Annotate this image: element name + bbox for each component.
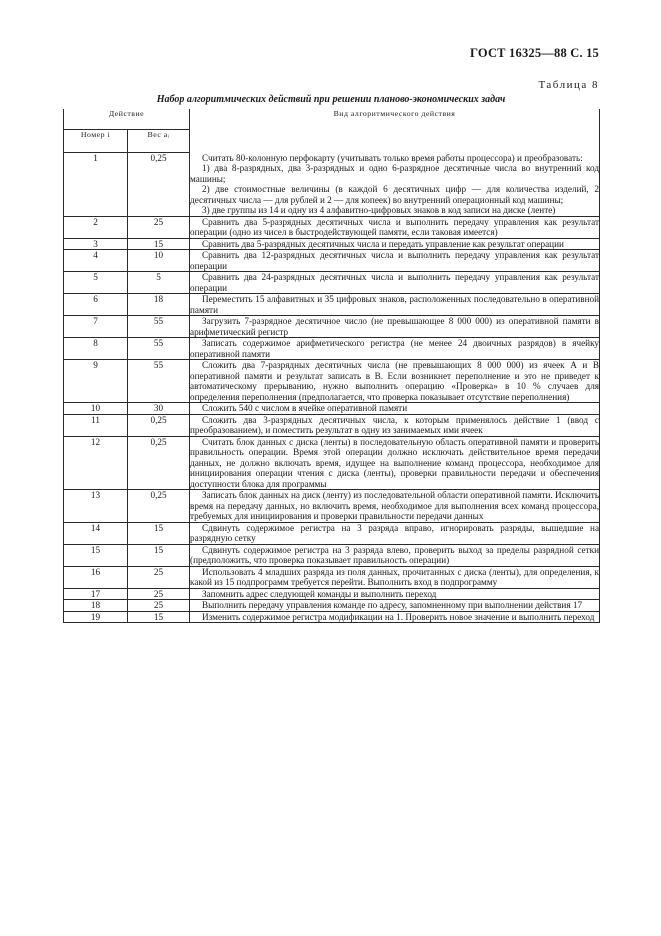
row-number: 5 [64, 272, 128, 294]
table-row [64, 436, 600, 490]
row-number: 12 [64, 436, 128, 490]
table-label: Таблица 8 [538, 79, 599, 91]
row-description: Сравнить два 5-разрядных десятичных числа и выполнить передачу управления как результат операции (одно из чисел в быстродействующей памяти, если таковая имеется) [190, 216, 600, 237]
row-number: 4 [64, 250, 128, 272]
row-description: Переместить 15 алфавитных и 35 цифровых знаков, расположенных последовательно в оперативной памяти [190, 294, 600, 315]
row-weight: 15 [128, 611, 190, 623]
row-weight: 55 [128, 338, 190, 360]
table-row [64, 544, 600, 566]
row-weight: 18 [128, 294, 190, 316]
row-weight: 5 [128, 272, 190, 294]
table-row [64, 611, 600, 623]
row-number: 2 [64, 216, 128, 238]
row-description: Сложить 540 с числом в ячейке оперативной памяти [190, 403, 600, 415]
row-number: 18 [64, 600, 128, 612]
table-row [64, 566, 600, 588]
row-weight: 25 [128, 588, 190, 600]
row-number: 1 [64, 153, 128, 217]
row-weight: 30 [128, 403, 190, 415]
table-row [64, 316, 600, 338]
row-number: 11 [64, 414, 128, 436]
row-description: Запомнить адрес следующей команды и выполнить переход [190, 588, 600, 600]
row-weight: 25 [128, 600, 190, 612]
row-weight: 0,25 [128, 490, 190, 523]
row-number: 19 [64, 611, 128, 623]
row-number: 6 [64, 294, 128, 316]
table-row [64, 360, 600, 403]
row-number: 8 [64, 338, 128, 360]
row-description: Выполнить передачу управления команде по адресу, запомненному при выполнении действия 17 [190, 600, 600, 612]
row-weight: 25 [128, 566, 190, 588]
table-row [64, 272, 600, 294]
row-weight: 0,25 [128, 153, 190, 217]
row-weight: 55 [128, 316, 190, 338]
table-row [64, 250, 600, 272]
row-number: 10 [64, 403, 128, 415]
row-description: Записать блок данных на диск (ленту) из последовательной области оперативной памяти. Исключить время на передачу данных, но включить время, необходимое для выполнения всех команд процессора, требуемых для инициирования и проверки правильности передачи данных [190, 490, 600, 521]
row-weight: 10 [128, 250, 190, 272]
row-number: 9 [64, 360, 128, 403]
row-weight: 15 [128, 544, 190, 566]
row-description: Сложить два 3-разрядных десятичных числа, к которым применялось действие 1 (ввод с преобразованием), и поместить результат в одну из занимаемых ими ячеек [190, 414, 600, 435]
column-header-number: Номер i [64, 130, 128, 153]
table-row [64, 294, 600, 316]
row-description: Использовать 4 младших разряда из поля данных, прочитанных с диска (ленты), для определения, к какой из 15 подпрограмм требуется перейти. Выполнить вход в подпрограмму [190, 566, 600, 587]
row-description: Изменить содержимое регистра модификации на 1. Проверить новое значение и выполнить переход [190, 611, 600, 623]
row-number: 16 [64, 566, 128, 588]
table-row [64, 522, 600, 544]
row-description: Загрузить 7-разрядное десятичное число (не превышающее 8 000 000) из оперативной памяти в арифметический регистр [190, 316, 600, 337]
table-row [64, 490, 600, 523]
row-description: Сложить два 7-разрядных десятичных числа (не превышающих 8 000 000) из ячеек А и В оперативной памяти и результат записать в В. Если возникнет переполнение и это не приведет к автоматическому прерыванию, нужно выполнить операцию «Проверка» в 10 % случаев для определения переполнения (предполагается, что проверка показывает отсутствие переполнения) [190, 360, 600, 402]
row-weight: 0,25 [128, 414, 190, 436]
row-weight: 15 [128, 522, 190, 544]
table-title: Набор алгоритмических действий при решении планово-экономических задач [156, 94, 506, 105]
row-description: Считать блок данных с диска (ленты) в последовательную область оперативной памяти и проверить правильность операции. Время этой операции должно исключать действительное время передачи данных, не должно включать время, идущее на выполнение команд процессора, необходимое для инициирования операции чтения с диска (ленты), проверки правильности передачи и обеспечения доступности блока для программы [190, 436, 600, 489]
row-number: 7 [64, 316, 128, 338]
column-header-weight: Вес aᵢ [128, 130, 190, 153]
table-row [64, 403, 600, 415]
table-row [64, 153, 600, 217]
table-row [64, 216, 600, 238]
row-number: 13 [64, 490, 128, 523]
table-row [64, 414, 600, 436]
table-row [64, 238, 600, 250]
row-weight: 15 [128, 238, 190, 250]
row-description: Записать содержимое арифметического регистра (не менее 24 двоичных разрядов) в ячейку оперативной памяти [190, 338, 600, 359]
row-number: 3 [64, 238, 128, 250]
row-number: 14 [64, 522, 128, 544]
column-header-action: Действие [64, 109, 190, 130]
row-number: 17 [64, 588, 128, 600]
row-weight: 25 [128, 216, 190, 238]
row-description: Сравнить два 5-разрядных десятичных числа и передать управление как результат операции [190, 238, 600, 250]
row-description: Сдвинуть содержимое регистра на 3 разряда вправо, игнорировать разряды, вышедшие на разрядную сетку [190, 522, 600, 543]
row-description: Сравнить два 12-разрядных десятичных числа и выполнить передачу управления как результат операции [190, 250, 600, 271]
actions-table [63, 109, 600, 623]
row-description: Считать 80-колонную перфокарту (учитывать только время работы процессора) и преобразовать: 1) два 8-разрядных, два 3-разрядных и одно 6-разрядное десятичные числа во внутренний код машины; 2) две стоимостные величины (в каждой 6 десятичных цифр — для количества изделий, 2 десятичных числа — для рублей и 2 — для копеек) во внутренний операционный код машины; 3) две группы из 14 и одну из 4 алфавитно-цифровых знаков в код записи на диске (ленте) [190, 152, 600, 215]
table-row [64, 600, 600, 612]
row-description: Сдвинуть содержимое регистра на 3 разряда влево, проверить выход за пределы разрядной сетки (предположить, что проверка показывает правильность операции) [190, 544, 600, 565]
table-row [64, 588, 600, 600]
page-header: ГОСТ 16325—88 С. 15 [470, 46, 599, 60]
row-description: Сравнить два 24-разрядных десятичных числа и выполнить передачу управления как результат операции [190, 272, 600, 293]
row-weight: 55 [128, 360, 190, 403]
row-number: 15 [64, 544, 128, 566]
column-header-description: Вид алгоритмического действия [190, 109, 600, 153]
table-row [64, 338, 600, 360]
row-weight: 0,25 [128, 436, 190, 490]
